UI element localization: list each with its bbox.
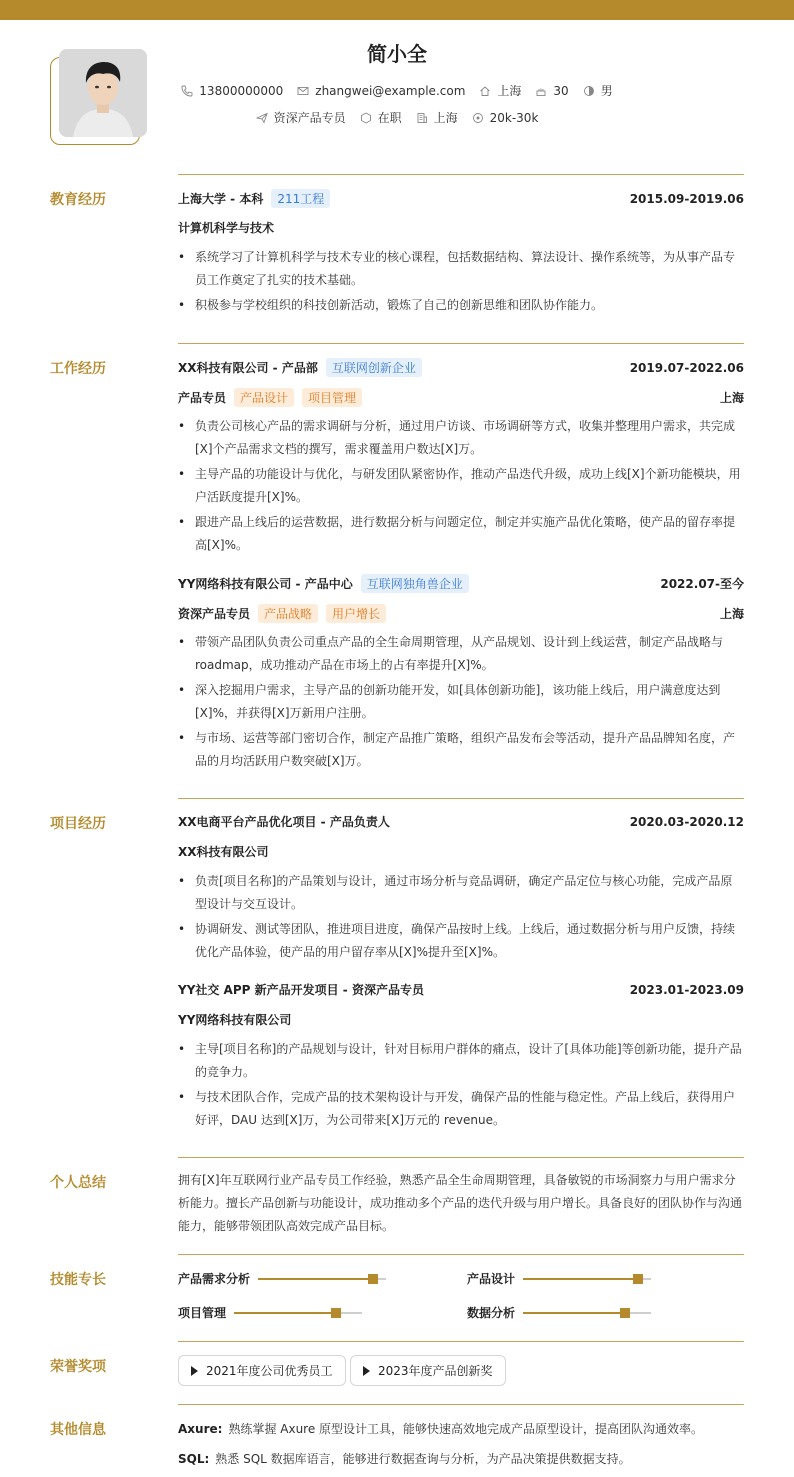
project-title: YY社交 APP 新产品开发项目 - 资深产品专员 <box>178 983 424 997</box>
send-icon <box>256 112 268 124</box>
salary-text: 20k-30k <box>489 110 539 125</box>
age-text: 30 <box>553 83 569 98</box>
other-info-key: Axure: <box>178 1422 223 1436</box>
list-item: • 负责公司核心产品的需求调研与分析，通过用户访谈、市场调研等方式，收集并整理用户需求，共完成[X]个产品需求文档的撰写，需求覆盖用户数达[X]万。 <box>178 415 744 461</box>
salary-icon <box>472 112 484 124</box>
skill-bar <box>234 1312 362 1314</box>
award-label: 2023年度产品创新奖 <box>378 1364 493 1378</box>
age-info <box>535 84 568 98</box>
skill-item <box>178 1270 386 1287</box>
position-text: 资深产品专员 <box>273 111 346 125</box>
work-location: 上海 <box>719 391 744 405</box>
gender-icon <box>583 85 595 97</box>
education-date: 2015.09-2019.06 <box>629 191 744 206</box>
skill-bar-fill <box>258 1278 373 1280</box>
skill-item <box>467 1304 651 1321</box>
candidate-name: 简小全 <box>367 42 427 66</box>
work-location: 上海 <box>719 607 744 621</box>
other-info-item <box>178 1420 744 1437</box>
divider <box>178 1157 744 1158</box>
company-name: XX科技有限公司 - 产品部 <box>178 361 318 375</box>
skill-bar-knob <box>331 1308 341 1318</box>
status-text: 在职 <box>377 111 402 125</box>
play-icon <box>363 1366 370 1376</box>
gender-text: 男 <box>600 84 613 98</box>
work-header <box>178 574 744 593</box>
list-item: • 积极参与学校组织的科技创新活动，锻炼了自己的创新思维和团队协作能力。 <box>178 294 744 317</box>
education-major-row <box>178 219 744 236</box>
list-item: • 主导[项目名称]的产品规划与设计，针对目标用户群体的痛点，设计了[具体功能]等创新功能，提升产品的竞争力。 <box>178 1038 744 1084</box>
email-text: zhangwei@example.com <box>315 83 466 98</box>
role-tag: 项目管理 <box>302 388 362 407</box>
role-tag: 产品战略 <box>258 604 318 623</box>
email-icon <box>297 85 309 97</box>
building-icon <box>416 112 428 124</box>
award-badge <box>178 1355 346 1386</box>
project-date: 2020.03-2020.12 <box>629 814 744 829</box>
project-company-row <box>178 843 744 860</box>
other-info-value: 熟练掌握 Axure 原型设计工具，能够快速高效地完成产品原型设计，提高团队沟通效率。 <box>228 1422 704 1436</box>
phone-text: 13800000000 <box>199 83 284 98</box>
section-title-work: 工作经历 <box>50 361 106 377</box>
list-item: • 带领产品团队负责公司重点产品的全生命周期管理，从产品规划、设计到上线运营，制定产品战略与roadmap，成功推动产品在市场上的占有率提升[X]%。 <box>178 631 744 677</box>
work-date: 2022.07-至今 <box>660 577 744 591</box>
top-accent-bar <box>0 0 794 20</box>
other-info-key: SQL: <box>178 1452 210 1466</box>
work-role-row <box>178 388 744 407</box>
major-name: 计算机科学与技术 <box>178 221 275 235</box>
work-date: 2019.07-2022.06 <box>629 360 744 375</box>
skill-bar <box>523 1278 651 1280</box>
skill-bar <box>523 1312 651 1314</box>
phone-icon <box>181 85 193 97</box>
work-header <box>178 358 744 377</box>
award-badge <box>350 1355 506 1386</box>
project-title: XX电商平台产品优化项目 - 产品负责人 <box>178 815 390 829</box>
company-tag: 互联网独角兽企业 <box>361 574 469 593</box>
project-company: XX科技有限公司 <box>178 845 269 859</box>
section-title-other: 其他信息 <box>50 1422 106 1438</box>
divider <box>178 1341 744 1342</box>
section-title-projects: 项目经历 <box>50 816 106 832</box>
list-item: • 跟进产品上线后的运营数据，进行数据分析与问题定位，制定并实施产品优化策略，使产品的留存率提高[X]%。 <box>178 511 744 557</box>
list-item: • 与技术团队合作，完成产品的技术架构设计与开发，确保产品的性能与稳定性。产品上线后，获得用户好评，DAU 达到[X]万，为公司带来[X]万元的 revenue。 <box>178 1086 744 1132</box>
phone-info <box>181 84 283 98</box>
divider <box>178 343 744 344</box>
skill-name: 项目管理 <box>178 1306 227 1320</box>
skill-bar-fill <box>523 1278 638 1280</box>
section-title-awards: 荣誉奖项 <box>50 1359 106 1375</box>
play-icon <box>191 1366 198 1376</box>
home-icon <box>479 85 491 97</box>
skill-name: 产品需求分析 <box>178 1272 251 1286</box>
status-icon <box>360 112 372 124</box>
company-name: YY网络科技有限公司 - 产品中心 <box>178 577 353 591</box>
project-header <box>178 981 744 998</box>
role-tag: 产品设计 <box>234 388 294 407</box>
work-role-row <box>178 604 744 623</box>
other-info-item <box>178 1450 744 1467</box>
contact-info-row <box>0 82 794 99</box>
company-tag: 互联网创新企业 <box>326 358 422 377</box>
skill-bar-knob <box>633 1274 643 1284</box>
job-intent-row <box>0 109 794 126</box>
section-title-skills: 技能专长 <box>50 1272 106 1288</box>
role-name: 产品专员 <box>178 391 227 405</box>
role-name: 资深产品专员 <box>178 607 251 621</box>
divider <box>178 174 744 175</box>
list-item: • 协调研发、测试等团队，推进项目进度，确保产品按时上线。上线后，通过数据分析与用户反馈，持续优化产品体验，使产品的用户留存率从[X]%提升至[X]%。 <box>178 918 744 964</box>
list-item: • 主导产品的功能设计与优化，与研发团队紧密协作，推动产品迭代升级，成功上线[X]个新功能模块，用户活跃度提升[X]%。 <box>178 463 744 509</box>
skill-item <box>467 1270 651 1287</box>
skill-bar-knob <box>368 1274 378 1284</box>
section-title-education: 教育经历 <box>50 192 106 208</box>
skill-bar <box>258 1278 386 1280</box>
email-info <box>297 84 465 98</box>
project-company: YY网络科技有限公司 <box>178 1013 292 1027</box>
section-title-summary: 个人总结 <box>50 1175 106 1191</box>
skill-bar-knob <box>620 1308 630 1318</box>
skill-name: 数据分析 <box>467 1306 516 1320</box>
skill-bar-fill <box>523 1312 625 1314</box>
school-tag: 211工程 <box>271 189 330 208</box>
summary-text: 拥有[X]年互联网行业产品专员工作经验，熟悉产品全生命周期管理，具备敏锐的市场洞察力与用户需求分析能力。擅长产品创新与功能设计，成功推动多个产品的迭代升级与用户增长。具备良好的团队协作与沟通能力，能够带领团队高效完成产品目标。 <box>178 1173 743 1233</box>
gender-info <box>583 82 613 99</box>
project-company-row <box>178 1011 744 1028</box>
project-date: 2023.01-2023.09 <box>629 982 744 997</box>
school-name: 上海大学 - 本科 <box>178 192 264 206</box>
cake-icon <box>535 85 547 97</box>
skill-name: 产品设计 <box>467 1272 516 1286</box>
list-item: • 深入挖掘用户需求，主导产品的创新功能开发，如[具体创新功能]，该功能上线后，用户满意度达到[X]%，并获得[X]万新用户注册。 <box>178 679 744 725</box>
target-city-text: 上海 <box>433 111 458 125</box>
award-label: 2021年度公司优秀员工 <box>206 1364 333 1378</box>
list-item: • 负责[项目名称]的产品策划与设计，通过市场分析与竞品调研，确定产品定位与核心功能，完成产品原型设计与交互设计。 <box>178 870 744 916</box>
divider <box>178 1404 744 1405</box>
role-tag: 用户增长 <box>326 604 386 623</box>
divider <box>178 798 744 799</box>
divider <box>178 1254 744 1255</box>
other-info-value: 熟悉 SQL 数据库语言，能够进行数据查询与分析，为产品决策提供数据支持。 <box>215 1452 631 1466</box>
status-info <box>360 109 402 126</box>
city-info <box>479 82 521 99</box>
salary-info <box>472 111 539 125</box>
city-text: 上海 <box>497 84 522 98</box>
target-city-info <box>416 109 458 126</box>
skill-item <box>178 1304 362 1321</box>
education-header <box>178 189 744 208</box>
list-item: • 与市场、运营等部门密切合作，制定产品推广策略，组织产品发布会等活动，提升产品品牌知名度，产品的月均活跃用户数突破[X]万。 <box>178 727 744 773</box>
list-item: • 系统学习了计算机科学与技术专业的核心课程，包括数据结构、算法设计、操作系统等，为从事产品专员工作奠定了扎实的技术基础。 <box>178 246 744 292</box>
position-info <box>256 109 346 126</box>
project-header <box>178 813 744 830</box>
skill-bar-fill <box>234 1312 336 1314</box>
